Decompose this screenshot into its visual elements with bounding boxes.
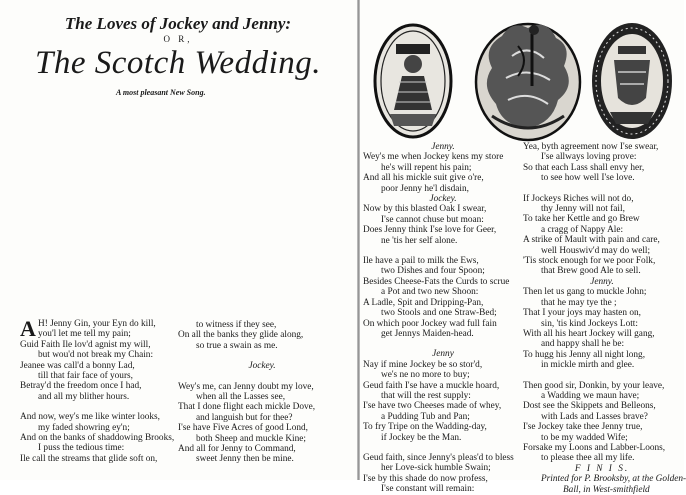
verse-line: two Dishes and four Spoon;	[381, 266, 485, 277]
verse-line: Nay if mine Jockey be so stor'd,	[363, 359, 483, 370]
speaker-heading: Jenny	[432, 349, 454, 360]
verse-line: Ile have a pail to milk the Ews,	[363, 256, 479, 267]
verse-line: to be my wadded Wife;	[541, 432, 628, 443]
verse-line: Then let us gang to muckle John;	[523, 287, 647, 298]
title-or: O R,	[163, 34, 193, 44]
drop-cap: A	[20, 316, 36, 341]
verse-line: On all the banks they glide along,	[178, 330, 304, 341]
verse-line: To hugg his Jenny all night long,	[523, 349, 646, 360]
title-line-2: The Scotch Wedding.	[35, 45, 321, 81]
woodcut-seated-figure-icon	[372, 22, 454, 140]
verse-line: To fry Tripe on the Wadding-day,	[363, 422, 487, 433]
column-a	[20, 316, 180, 464]
verse-line: her Love-sick humble Swain;	[381, 463, 491, 474]
page-title	[18, 14, 338, 81]
woodcut-archer-icon	[472, 16, 584, 144]
verse-line: to witness if they see,	[196, 320, 277, 330]
verse-line: That I done flight each mickle Dove,	[178, 402, 316, 413]
verse-line: Does Jenny think I'se love for Geer,	[363, 225, 497, 236]
verse-line: With all his heart Jockey will gang,	[523, 328, 655, 339]
verse-line: that he may tye the ;	[541, 297, 617, 308]
verse-line: sin, 'tis kind Jockeys Lott:	[541, 318, 638, 329]
verse-line: a Wadding we maun have;	[541, 390, 640, 401]
verse-line: Wey's me, can Jenny doubt my love,	[178, 381, 314, 392]
subtitle: A most pleasant New Song.	[116, 88, 206, 97]
column-c	[363, 142, 523, 495]
verse-line: ne 'tis her self alone.	[381, 235, 458, 246]
verse-line: H! Jenny Gin, your Eyn do kill,	[38, 319, 156, 329]
verse-line: to please thee all my life.	[541, 453, 635, 464]
verse-line: we's ne no more to buy;	[381, 370, 470, 381]
title-line-1: The Loves of Jockey and Jenny:	[64, 14, 292, 33]
verse-line: I'se have two Cheeses made of whey,	[363, 401, 502, 412]
verse-line: to see how well I'se love.	[541, 173, 635, 184]
verse-line: if Jockey be the Man.	[381, 432, 462, 443]
verse-line: so true a swain as me.	[196, 340, 278, 351]
verse-line: and languish but for thee?	[196, 412, 293, 423]
verse-line: Geud faith, since Jenny's pleas'd to bless	[363, 452, 514, 463]
verse-line: well Houswiv'd may do well;	[541, 245, 651, 256]
verse-line: And all his mickle suit give o're,	[363, 173, 484, 184]
imprint-line: Printed for P. Brooksby, at the Golden-	[541, 474, 686, 485]
verse-line: sweet Jenny then be mine.	[196, 454, 294, 465]
speaker-heading: Jenny.	[590, 276, 614, 287]
verse-line: Jeanee was call'd a bonny Lad,	[20, 360, 135, 371]
speaker-heading: Jenny.	[431, 142, 455, 152]
column-b	[178, 320, 346, 465]
verse-line: I'se constant will remain:	[381, 484, 475, 495]
verse-line: A strike of Mault with pain and care,	[523, 235, 660, 246]
verse-line: that Brew good Ale to sell.	[541, 266, 641, 277]
verse-line: get Jennys Maiden-head.	[381, 328, 474, 339]
verse-line: Yea, byth agreement now I'se swear,	[523, 142, 659, 152]
verse-line: that will the rest supply:	[381, 390, 471, 401]
column-d	[523, 142, 686, 495]
verse-line: So that each Lass shall envy her,	[523, 162, 645, 173]
verse-line: poor Jenny he'l disdain,	[381, 183, 469, 194]
verse-line: I puss the tedious time:	[38, 443, 125, 454]
verse-line: Then good sir, Donkin, by your leave,	[523, 380, 665, 391]
verse-line: Forsake my Loons and Labber-Loons,	[523, 442, 666, 453]
verse-line: I'se cannot chuse but moan:	[381, 214, 484, 225]
speaker-heading: Jockey.	[429, 194, 457, 205]
verse-line: two Stools and one Straw-Bed;	[381, 308, 497, 319]
verse-line: On which poor Jockey wad full fain	[363, 318, 497, 329]
verse-line: and all my blither hours.	[38, 391, 130, 402]
verse-line: when all the Lasses see,	[196, 392, 286, 403]
finis-mark: F I N I S.	[574, 463, 630, 474]
verse-line: I'se allways loving prove:	[541, 152, 637, 163]
verse-line: a Pudding Tub and Pan;	[381, 411, 470, 422]
verse-line: Now by this blasted Oak I swear,	[363, 204, 487, 215]
verse-line: he's will repent his pain;	[381, 162, 472, 173]
verse-line: Ile call the streams that glide soft on,	[20, 453, 158, 464]
verse-line: And all for Jenny to Command,	[178, 444, 296, 455]
verse-line: Dost see the Skippets and Belleons,	[523, 401, 656, 412]
verse-line: you'l let me tell my pain;	[38, 329, 131, 340]
verse-line: Besides Cheese-Fats the Curds to scrue	[363, 276, 510, 287]
verse-line: till that fair face of yours,	[38, 371, 133, 382]
verse-line: I'se by this shade do now profess,	[363, 473, 488, 484]
verse-line: Guid Faith Ile lov'd agnist my will,	[20, 339, 151, 350]
verse-line: I'se Jockey take thee Jenny true,	[523, 422, 643, 433]
verse-line: my faded showring ey'n;	[38, 422, 130, 433]
verse-line: a Pot and two new Shoon:	[381, 287, 479, 298]
verse-line: but wou'd not break my Chain:	[38, 350, 154, 361]
verse-line: with Lads and Lasses brave?	[541, 411, 648, 422]
imprint-line: Ball, in West-smithfield	[563, 484, 650, 495]
verse-line: A Ladle, Spit and Dripping-Pan,	[363, 297, 484, 308]
verse-line: Geud faith I'se have a muckle hoard,	[363, 380, 500, 391]
verse-line: I'se have Five Acres of good Lond,	[178, 423, 308, 434]
verse-line: thy Jenny will not fail,	[541, 204, 625, 215]
verse-line: Wey's me when Jockey kens my store	[363, 152, 504, 163]
verse-line: in mickle mirth and glee.	[541, 360, 635, 371]
verse-line: a cragg of Nappy Ale:	[541, 224, 624, 235]
verse-line: 'Tis stock enough for we poor Folk,	[523, 256, 656, 267]
verse-line: Betray'd the freedom once I had,	[20, 381, 142, 392]
verse-line: And on the banks of shaddowing Brooks,	[20, 433, 175, 444]
speaker-heading: Jockey.	[248, 361, 276, 372]
verse-line: and happy shall he be:	[541, 339, 625, 350]
verse-line: To take her Kettle and go Brew	[523, 214, 640, 225]
verse-line: both Sheep and muckle Kine;	[196, 433, 306, 444]
page-fold	[357, 0, 360, 480]
woodcut-heraldic-seal-icon	[590, 20, 674, 142]
verse-line: That I your joys may hasten on,	[523, 308, 641, 319]
woodcut-row	[372, 16, 672, 146]
verse-line: If Jockeys Riches will not do,	[523, 193, 634, 204]
verse-line: And now, wey's me like winter looks,	[20, 412, 160, 423]
